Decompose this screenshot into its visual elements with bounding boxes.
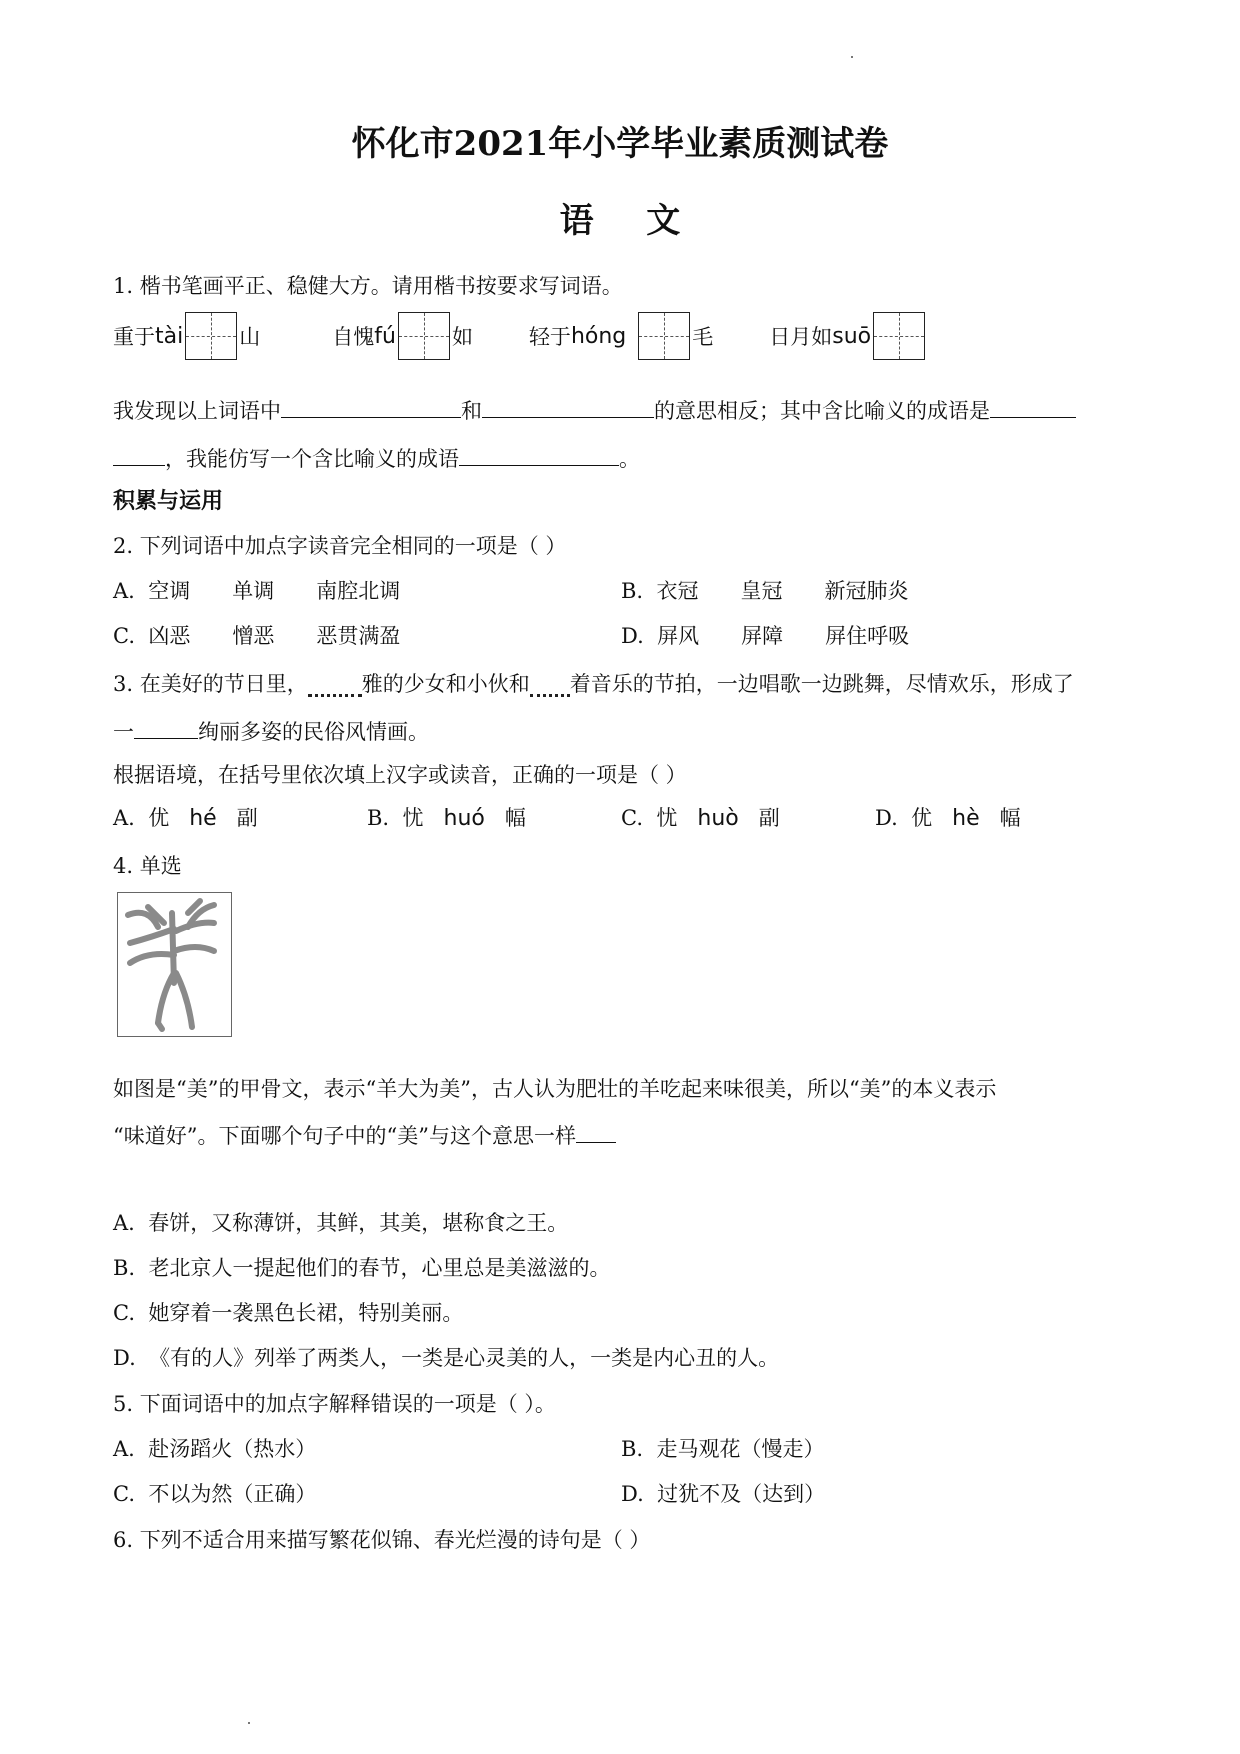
q4-option-a-label: A.	[113, 1211, 135, 1235]
q4-option-c-text: 她穿着一袭黑色长裙，特别美丽。	[148, 1301, 464, 1325]
q4-option-c-label: C.	[113, 1301, 135, 1325]
oracle-bone-mei-glyph	[118, 893, 230, 1035]
q1-blank-3[interactable]	[990, 399, 1076, 418]
q5-option-b[interactable]	[621, 1433, 824, 1463]
q3-line3: 根据语境，在括号里依次填上汉字或读音，正确的一项是（ ）	[113, 763, 687, 787]
q1-word-3	[529, 312, 713, 360]
q1-blank-3-cont[interactable]	[113, 447, 165, 466]
q5-option-c-text: 不以为然（正确）	[148, 1482, 317, 1506]
q2-option-d-label: D.	[621, 624, 644, 648]
q1-line2	[113, 443, 640, 473]
q2-prompt: 2. 下列词语中加点字读音完全相同的一项是（ ）	[113, 534, 567, 558]
q3-option-d-char2: 幅	[999, 806, 1021, 830]
q3-option-c-char1: 忧	[656, 806, 678, 830]
q3-option-d[interactable]	[875, 802, 1021, 832]
q3-blank[interactable]	[134, 720, 198, 739]
q2-option-c-text: 凶恶 憎恶 恶贯满盈	[148, 624, 401, 648]
q2-option-b-label: B.	[621, 579, 644, 603]
q3-dotted-blank-1[interactable]	[308, 688, 362, 697]
q1-word-3-pinyin: hóng	[570, 323, 627, 349]
q2-option-c-label: C.	[113, 624, 135, 648]
q4-option-c[interactable]	[113, 1297, 463, 1327]
q3-line1-text-a: 3. 在美好的节日里，	[113, 672, 308, 696]
q3-option-c[interactable]	[621, 802, 780, 832]
q3-line1-text-b: 雅的少女和小伙和	[361, 672, 530, 696]
q2-option-a[interactable]	[113, 575, 400, 605]
scan-speck	[851, 56, 853, 58]
q4-option-b-label: B.	[113, 1256, 136, 1280]
q5-prompt: 5. 下面词语中的加点字解释错误的一项是（ ）。	[113, 1392, 556, 1416]
scan-speck	[248, 1722, 250, 1724]
q3-dotted-blank-2[interactable]	[530, 688, 570, 697]
subject-title: 语 文	[559, 201, 701, 241]
q3-option-a-label: A.	[113, 806, 135, 830]
q1-word-2-post: 如	[451, 325, 473, 349]
q1-word-2	[332, 312, 473, 360]
q1-word-3-writing-box[interactable]	[638, 312, 690, 360]
q2-option-a-label: A.	[113, 579, 135, 603]
q1-word-1-post: 山	[239, 325, 261, 349]
page-title: 怀化市2021年小学毕业素质测试卷	[351, 124, 889, 164]
q1-word-3-pre: 轻于	[528, 325, 571, 349]
q3-line1	[113, 668, 1074, 698]
q5-option-a-text: 赴汤蹈火（热水）	[148, 1437, 317, 1461]
q1-blank-4[interactable]	[459, 447, 619, 466]
q3-option-a[interactable]	[113, 802, 258, 832]
q3-option-a-pinyin: hé	[189, 806, 217, 831]
q3-option-c-label: C.	[621, 806, 643, 830]
q2-option-d[interactable]	[621, 620, 909, 650]
q4-blank[interactable]	[576, 1124, 616, 1143]
q3-option-d-char1: 优	[911, 806, 933, 830]
q4-body-line2	[113, 1120, 616, 1150]
q3-line2-text-b: 绚丽多姿的民俗风情画。	[198, 720, 429, 744]
q2-option-b[interactable]	[621, 575, 908, 605]
q1-word-1-pinyin: tài	[155, 323, 184, 349]
q4-option-b[interactable]	[113, 1252, 610, 1282]
q5-option-d-label: D.	[621, 1482, 644, 1506]
q5-option-a[interactable]	[113, 1433, 316, 1463]
q5-option-d-text: 过犹不及（达到）	[657, 1482, 826, 1506]
q1-word-4	[769, 312, 927, 360]
q1-word-4-pre: 日月如	[769, 325, 833, 349]
q1-blank-2[interactable]	[482, 399, 654, 418]
q2-option-b-text: 衣冠 皇冠 新冠肺炎	[656, 579, 909, 603]
q2-option-d-text: 屏风 屏障 屏住呼吸	[657, 624, 910, 648]
q4-option-a-text: 春饼，又称薄饼，其鲜，其美，堪称食之王。	[148, 1211, 569, 1235]
q1-line1	[113, 395, 1076, 425]
q1-word-1-writing-box[interactable]	[185, 312, 237, 360]
q1-word-1-pre: 重于	[113, 325, 155, 349]
q5-option-a-label: A.	[113, 1437, 135, 1461]
q1-word-2-pre: 自愧	[332, 325, 375, 349]
q1-word-row	[113, 312, 927, 360]
q3-option-d-label: D.	[875, 806, 898, 830]
q3-line2	[113, 716, 429, 746]
q3-option-b-char1: 忧	[402, 806, 424, 830]
q4-option-d-text: 《有的人》列举了两类人，一类是心灵美的人，一类是内心丑的人。	[149, 1346, 780, 1370]
q3-option-b-pinyin: huó	[443, 806, 485, 831]
q3-option-b-char2: 幅	[504, 806, 526, 830]
q3-option-a-char2: 副	[236, 806, 258, 830]
q1-prompt: 1. 楷书笔画平正、稳健大方。请用楷书按要求写词语。	[113, 274, 623, 298]
q3-option-b[interactable]	[367, 802, 526, 832]
q2-option-c[interactable]	[113, 620, 400, 650]
oracle-bone-mei-image	[117, 892, 232, 1037]
q1-word-1	[113, 312, 260, 360]
q3-option-c-char2: 副	[758, 806, 780, 830]
q3-option-d-pinyin: hè	[952, 806, 980, 831]
q5-option-b-text: 走马观花（慢走）	[656, 1437, 825, 1461]
q4-option-a[interactable]	[113, 1207, 568, 1237]
q1-word-2-pinyin: fú	[374, 323, 396, 349]
q1-word-3-post: 毛	[692, 325, 714, 349]
q4-body-line2-text: “味道好”。下面哪个句子中的“美”与这个意思一样	[113, 1124, 576, 1148]
q1-word-4-writing-box[interactable]	[873, 312, 925, 360]
q6-prompt: 6. 下列不适合用来描写繁花似锦、春光烂漫的诗句是（ ）	[113, 1528, 651, 1552]
q4-body-line1: 如图是“美”的甲骨文，表示“羊大为美”，古人认为肥壮的羊吃起来味很美，所以“美”的本义表示	[113, 1077, 997, 1101]
q1-blank-1[interactable]	[281, 399, 461, 418]
q4-option-d[interactable]	[113, 1342, 779, 1372]
q1-line1-text-c: 的意思相反；其中含比喻义的成语是	[654, 399, 990, 423]
q1-word-2-writing-box[interactable]	[398, 312, 450, 360]
q3-line1-text-c: 着音乐的节拍，一边唱歌一边跳舞，尽情欢乐，形成了	[569, 672, 1074, 696]
q4-option-d-label: D.	[113, 1346, 136, 1370]
q3-option-c-pinyin: huò	[697, 806, 739, 831]
q1-word-4-pinyin: suō	[832, 323, 872, 349]
q1-line2-text: ，我能仿写一个含比喻义的成语	[165, 447, 459, 471]
q5-option-c-label: C.	[113, 1482, 135, 1506]
q3-option-b-label: B.	[367, 806, 390, 830]
q3-line2-text-a: 一	[113, 720, 134, 744]
q2-option-a-text: 空调 单调 南腔北调	[148, 579, 401, 603]
q5-option-c[interactable]	[113, 1478, 316, 1508]
q4-prompt: 4. 单选	[113, 854, 182, 878]
q1-line1-text-a: 我发现以上词语中	[113, 399, 281, 423]
q1-line2-end: 。	[619, 447, 640, 471]
q5-option-b-label: B.	[621, 1437, 644, 1461]
q5-option-d[interactable]	[621, 1478, 825, 1508]
section-heading: 积累与运用	[113, 489, 224, 514]
q4-option-b-text: 老北京人一提起他们的春节，心里总是美滋滋的。	[148, 1256, 611, 1280]
q3-option-a-char1: 优	[148, 806, 170, 830]
q1-line1-text-b: 和	[461, 399, 482, 423]
